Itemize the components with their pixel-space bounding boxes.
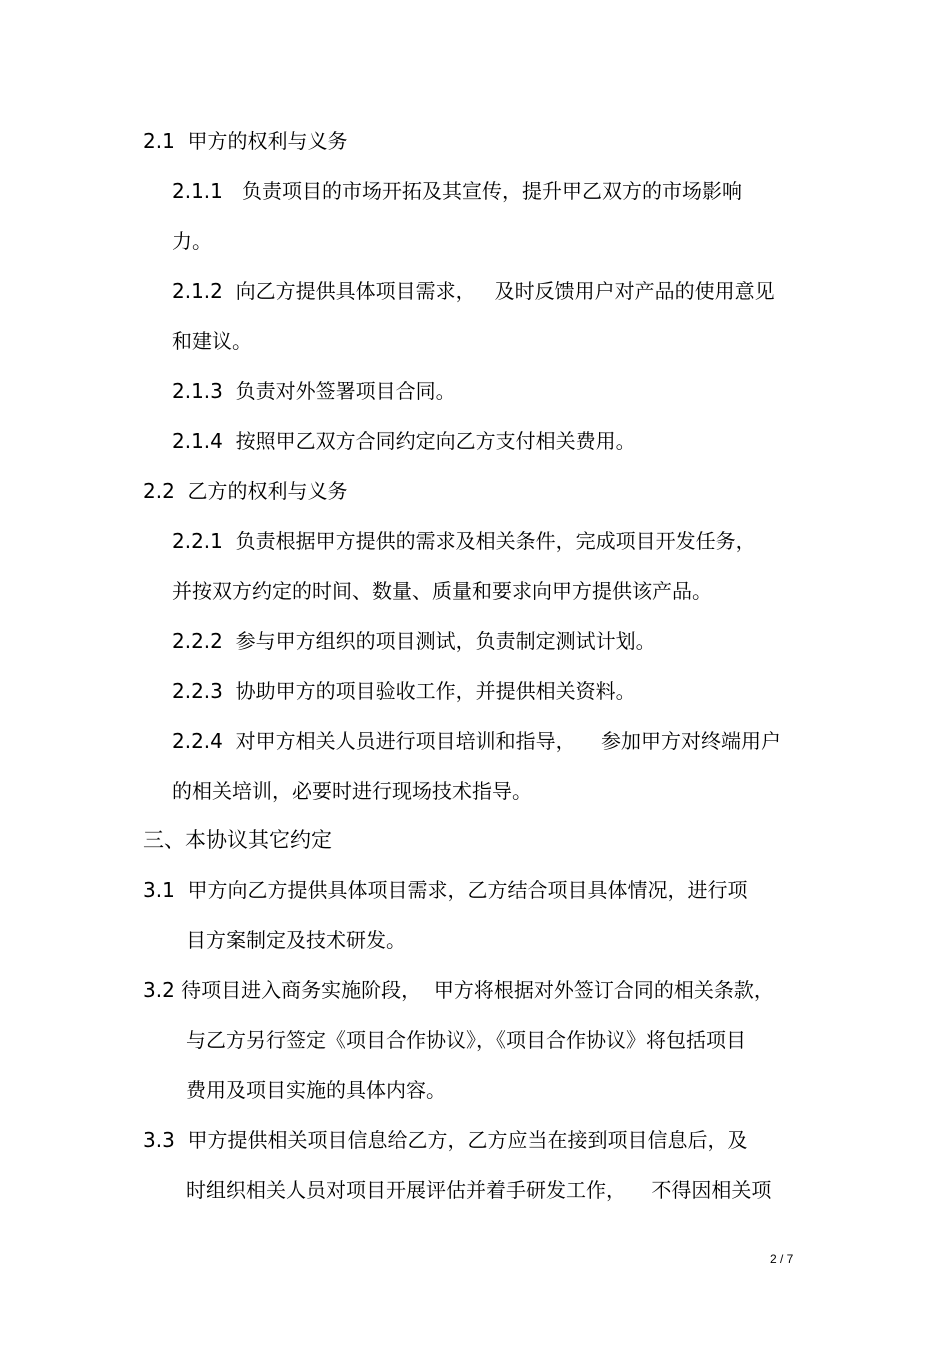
page-number: 2 / 7 — [770, 1252, 794, 1266]
clause-2-2-3: 2.2.3 协助甲方的项目验收工作，并提供相关资料。 — [172, 679, 636, 703]
clause-3-1-cont: 目方案制定及技术研发。 — [186, 928, 406, 952]
clause-3-2: 3.2 待项目进入商务实施阶段， 甲方将根据对外签订合同的相关条款， — [143, 978, 774, 1002]
clause-2-1-3: 2.1.3 负责对外签署项目合同。 — [172, 379, 456, 403]
clause-2-1-2-cont: 和建议。 — [172, 329, 252, 353]
chapter-heading-3: 三、本协议其它约定 — [143, 828, 332, 852]
clause-3-2-cont-1: 与乙方另行签定《项目合作协议》，《项目合作协议》将包括项目 — [186, 1028, 746, 1052]
clause-2-2-1: 2.2.1 负责根据甲方提供的需求及相关条件，完成项目开发任务， — [172, 529, 756, 553]
section-heading-2-1: 2.1 甲方的权利与义务 — [143, 129, 348, 153]
clause-3-1: 3.1 甲方向乙方提供具体项目需求，乙方结合项目具体情况，进行项 — [143, 878, 748, 902]
clause-2-2-1-cont: 并按双方约定的时间、数量、质量和要求向甲方提供该产品。 — [172, 579, 712, 603]
clause-3-3: 3.3 甲方提供相关项目信息给乙方，乙方应当在接到项目信息后，及 — [143, 1128, 748, 1152]
clause-2-2-2: 2.2.2 参与甲方组织的项目测试，负责制定测试计划。 — [172, 629, 656, 653]
clause-2-1-1-cont: 力。 — [172, 229, 212, 253]
clause-2-1-1: 2.1.1 负责项目的市场开拓及其宣传，提升甲乙双方的市场影响 — [172, 179, 742, 203]
clause-2-2-4-cont: 的相关培训，必要时进行现场技术指导。 — [172, 779, 532, 803]
clause-2-1-2: 2.1.2 向乙方提供具体项目需求， 及时反馈用户对产品的使用意见 — [172, 279, 775, 303]
clause-2-1-4: 2.1.4 按照甲乙双方合同约定向乙方支付相关费用。 — [172, 429, 636, 453]
clause-2-2-4: 2.2.4 对甲方相关人员进行项目培训和指导， 参加甲方对终端用户 — [172, 729, 782, 753]
clause-3-3-cont: 时组织相关人员对项目开展评估并着手研发工作， 不得因相关项 — [186, 1178, 772, 1202]
clause-3-2-cont-2: 费用及项目实施的具体内容。 — [186, 1078, 446, 1102]
section-heading-2-2: 2.2 乙方的权利与义务 — [143, 479, 348, 503]
